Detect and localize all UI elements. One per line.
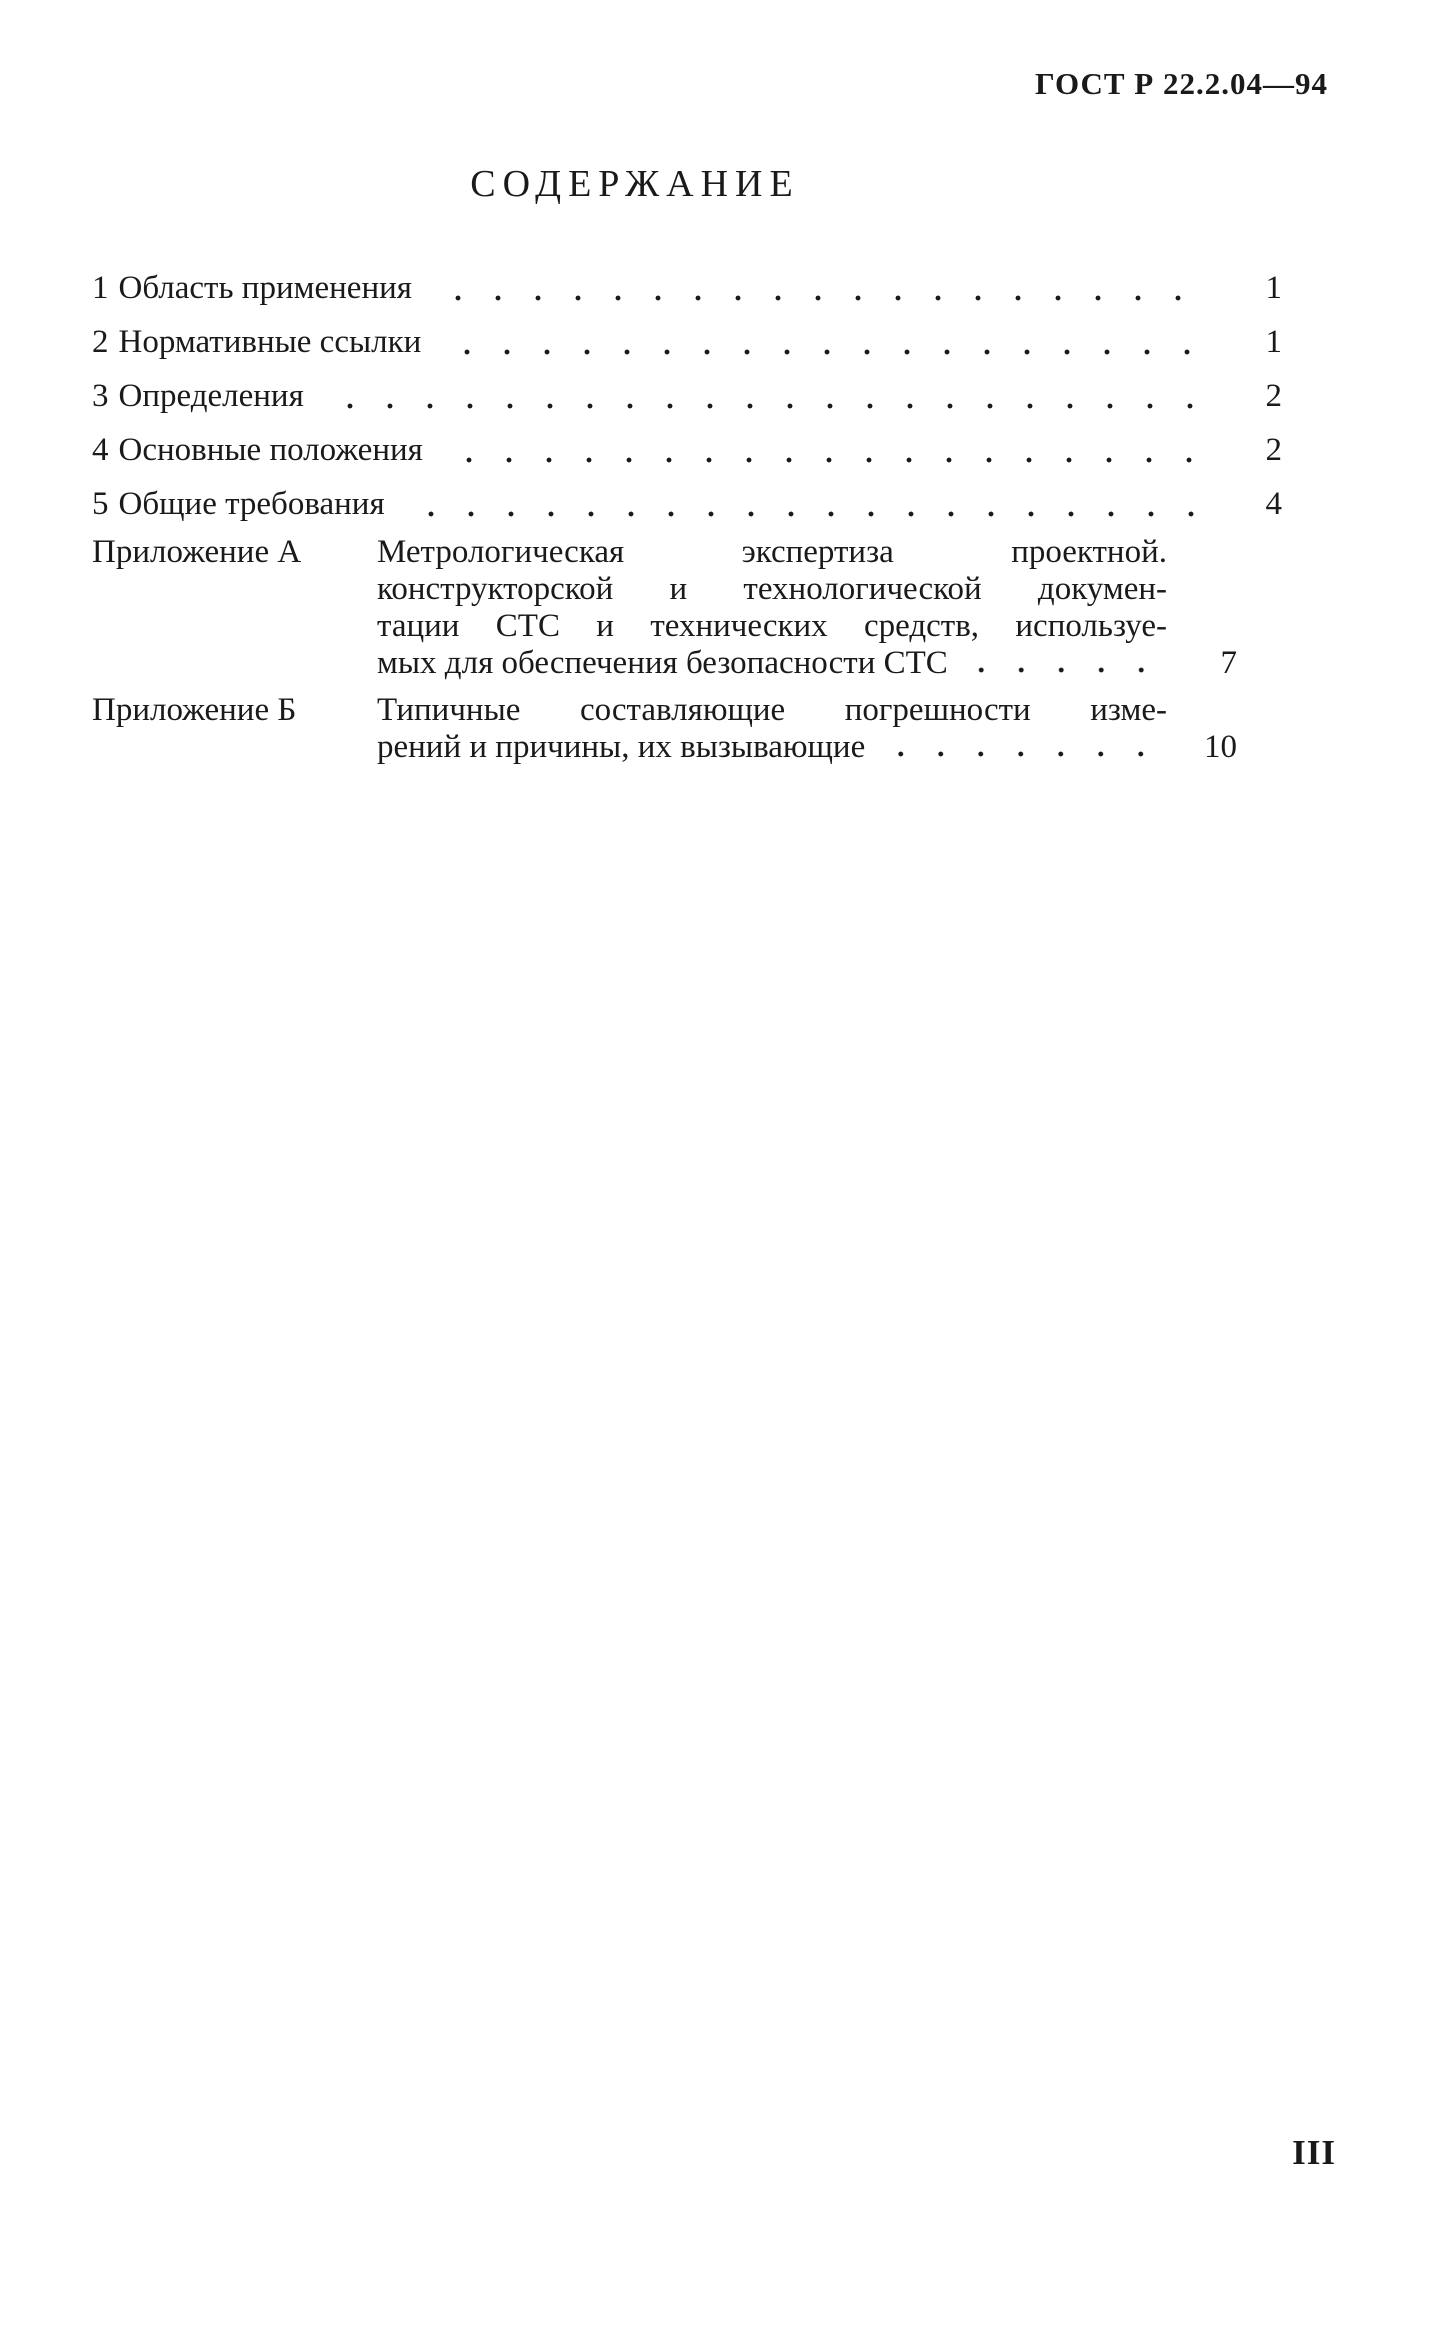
appendix-title-line: конструкторской и технологической докумен-	[377, 571, 1167, 607]
toc-heading: СОДЕРЖАНИЕ	[470, 163, 800, 205]
toc-entry-number: 4	[92, 432, 109, 468]
appendix-label: Приложение А	[92, 534, 302, 570]
toc-entry-page: 2	[1265, 432, 1282, 468]
appendix-title	[377, 534, 1167, 682]
toc-entry-normative-references[interactable]	[92, 308, 1282, 362]
toc-entry-number: 3	[92, 378, 109, 414]
appendix-title	[377, 692, 1167, 766]
toc-appendix-a[interactable]	[92, 534, 1282, 682]
dot-leader	[411, 510, 1208, 518]
appendix-title-line: мых для обеспечения безопасности СТС	[377, 645, 948, 681]
appendix-page: 7	[1220, 645, 1237, 681]
table-of-contents	[92, 254, 1282, 766]
appendix-label: Приложение Б	[92, 692, 297, 728]
appendix-title-last-line	[377, 729, 1167, 766]
toc-entry-number: 5	[92, 486, 109, 522]
dot-leader	[447, 348, 1208, 356]
toc-entry-definitions[interactable]	[92, 362, 1282, 416]
document-code: ГОСТ Р 22.2.04—94	[1035, 66, 1328, 101]
dot-leader	[438, 294, 1208, 302]
toc-appendix-b[interactable]	[92, 692, 1282, 766]
toc-entry-number: 1	[92, 270, 109, 306]
toc-entry-title: Определения	[118, 378, 304, 414]
dot-leader	[968, 666, 1161, 674]
toc-entry-scope[interactable]	[92, 254, 1282, 308]
page-number: III	[1292, 2133, 1336, 2172]
appendix-title-last-line	[377, 645, 1167, 682]
appendix-title-line: тации СТС и технических средств, используе-	[377, 608, 1167, 644]
appendix-title-line: Типичные составляющие погрешности изме-	[377, 692, 1167, 728]
dot-leader	[885, 750, 1161, 758]
toc-entry-general-requirements[interactable]	[92, 470, 1282, 524]
dot-leader	[330, 402, 1208, 410]
appendix-title-line: Метрологическая экспертиза проектной.	[377, 534, 1167, 570]
dot-leader	[449, 456, 1208, 464]
appendix-page: 10	[1204, 729, 1237, 765]
toc-entry-title: Нормативные ссылки	[118, 324, 422, 360]
toc-entry-page: 1	[1265, 324, 1282, 360]
toc-entry-page: 2	[1265, 378, 1282, 414]
appendix-title-line: рений и причины, их вызывающие	[377, 729, 866, 765]
toc-entry-title: Общие требования	[118, 486, 385, 522]
toc-entry-basic-provisions[interactable]	[92, 416, 1282, 470]
toc-entry-page: 4	[1265, 486, 1282, 522]
toc-entry-title: Область применения	[118, 270, 412, 306]
toc-entry-number: 2	[92, 324, 109, 360]
toc-entry-title: Основные положения	[118, 432, 423, 468]
toc-entry-page: 1	[1265, 270, 1282, 306]
